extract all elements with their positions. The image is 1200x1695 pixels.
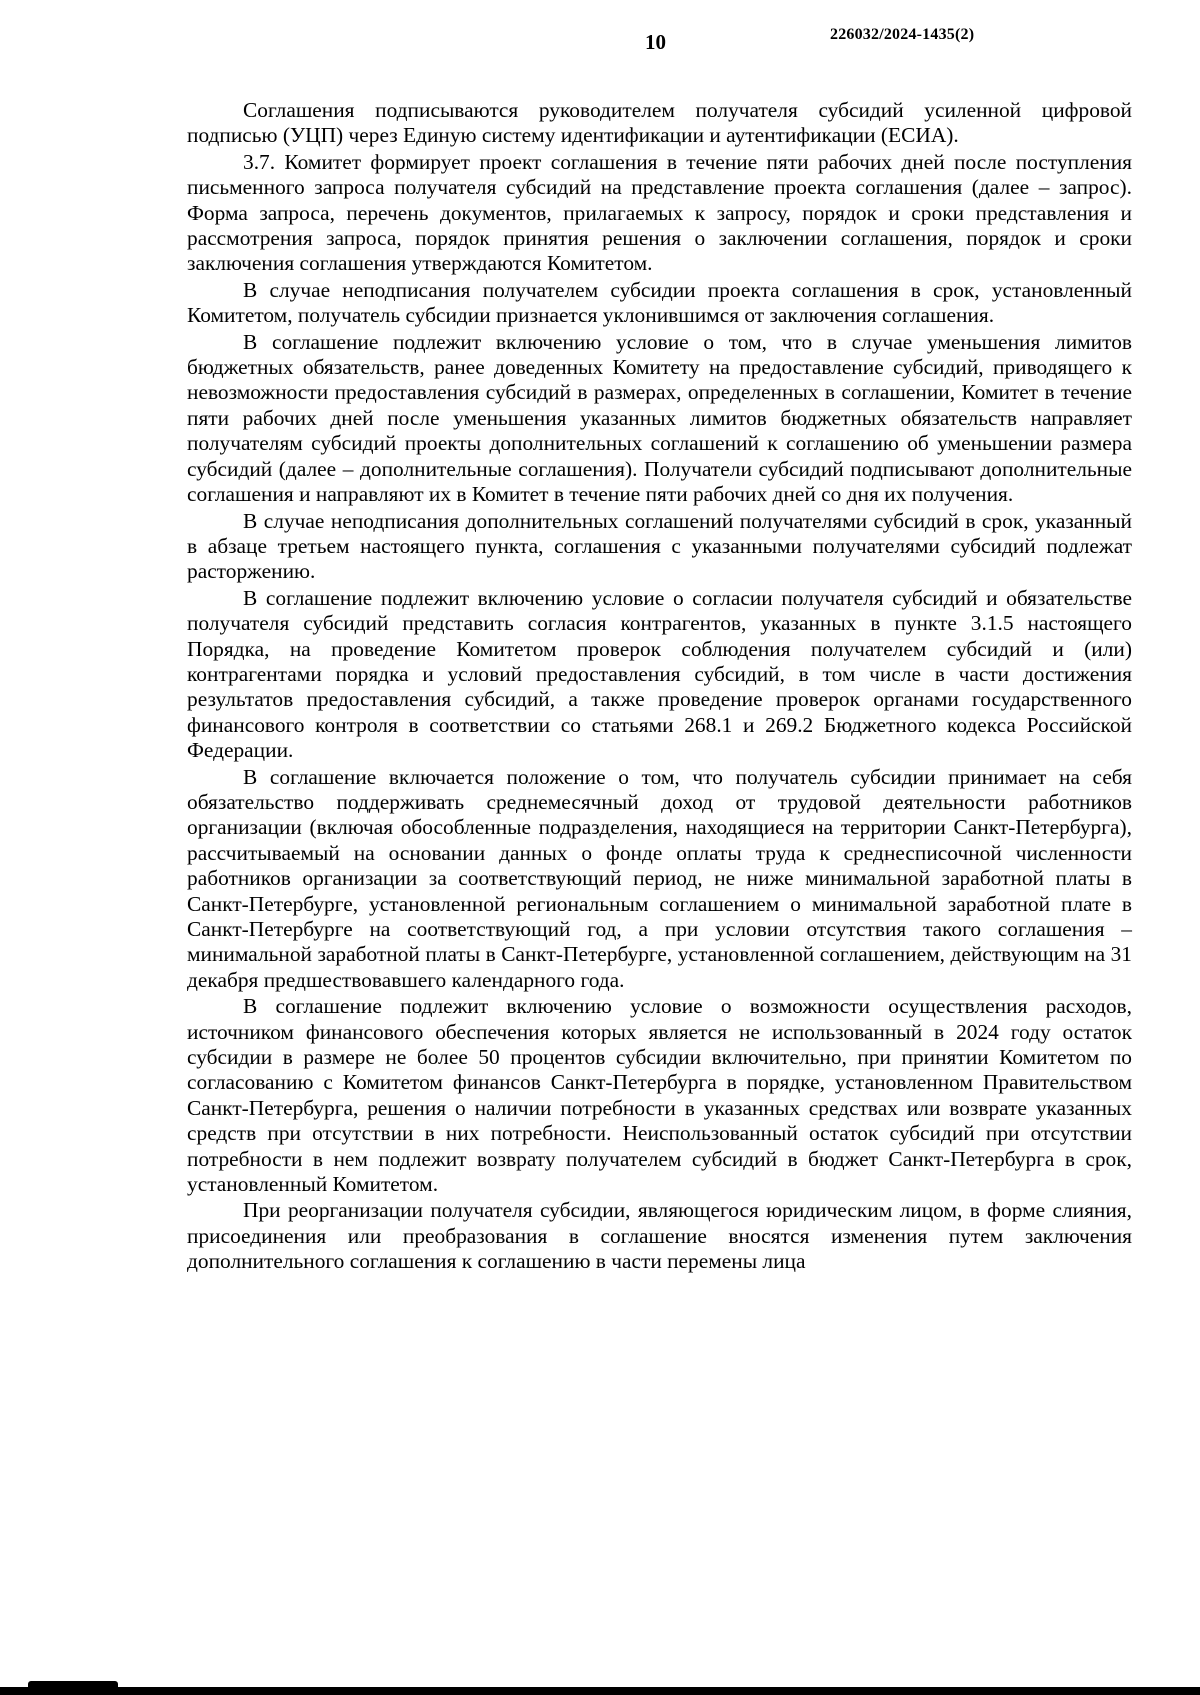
scan-bottom-border [0,1687,1200,1695]
paragraph-inspections-consent: В соглашение подлежит включению условие о согласии получателя субсидий и обязательстве получателя субсидий представить согласия контрагентов, указанных в пункте 3.1.5 настоящего Порядка, на проведение Комитетом проверок соблюдения получателем субсидий и (или) контрагентами порядка и условий предоставления субсидий, в том числе в части достижения результатов предоставления субсидий, а также проведение проверок органами государственного финансового контроля в соответствии со статьями 268.1 и 269.2 Бюджетного кодекса Российской Федерации. [187,585,1132,763]
document-body [187,98,1132,1276]
paragraph-unused-balance: В соглашение подлежит включению условие о возможности осуществления расходов, источником финансового обеспечения которых является не использованный в 2024 году остаток субсидии в размере не более 50 процентов субсидии включительно, при принятии Комитетом по согласованию с Комитетом финансов Санкт-Петербурга в порядке, установленном Правительством Санкт-Петербурга, решения о наличии потребности в указанных средствах или возврате указанных средств при отсутствии в них потребности. Неиспользованный остаток субсидий при отсутствии потребности в нем подлежит возврату получателем субсидий в бюджет Санкт-Петербурга в срок, установленный Комитетом. [187,994,1132,1197]
page-header [0,26,1200,56]
paragraph-evasion: В случае неподписания получателем субсидии проекта соглашения в срок, установленный Комитетом, получатель субсидии признается уклонившимся от заключения соглашения. [187,277,1132,328]
paragraph-3-7: 3.7. Комитет формирует проект соглашения в течение пяти рабочих дней после поступления письменного запроса получателя субсидий на представление проекта соглашения (далее – запрос). Форма запроса, перечень документов, прилагаемых к запросу, порядок и сроки представления и рассмотрения запроса, порядок принятия решения о заключении соглашения, порядок и сроки заключения соглашения утверждаются Комитетом. [187,149,1132,276]
document-registration-number: 226032/2024-1435(2) [830,26,975,43]
paragraph-income-obligation: В соглашение включается положение о том, что получатель субсидии принимает на себя обязательство поддерживать среднемесячный доход от трудовой деятельности работников организации (включая обособленные подразделения, находящиеся на территории Санкт-Петербурга), рассчитываемый на основании данных о фонде оплаты труда к среднесписочной численности работников организации за соответствующий период, не ниже минимальной заработной платы в Санкт-Петербурге, установленной региональным соглашением о минимальной заработной плате в Санкт-Петербурге на соответствующий год, а при условии отсутствия такого соглашения – минимальной заработной платы в Санкт-Петербурге, установленной соглашением, действующим на 31 декабря предшествовавшего календарного года. [187,764,1132,992]
paragraph-limits-reduction: В соглашение подлежит включению условие о том, что в случае уменьшения лимитов бюджетных обязательств, ранее доведенных Комитету на предоставление субсидий, приводящего к невозможности предоставления субсидий в размерах, определенных в соглашении, Комитет в течение пяти рабочих дней после уменьшения указанных лимитов бюджетных обязательств направляет получателям субсидий проекты дополнительных соглашений к соглашению об уменьшении размера субсидий (далее – дополнительные соглашения). Получатели субсидий подписывают дополнительные соглашения и направляют их в Комитет в течение пяти рабочих дней со дня их получения. [187,329,1132,507]
paragraph-reorganization: При реорганизации получателя субсидии, являющегося юридическим лицом, в форме слияния, присоединения или преобразования в соглашение вносятся изменения путем заключения дополнительного соглашения к соглашению в части перемены лица [187,1198,1132,1274]
paragraph-signing: Соглашения подписываются руководителем получателя субсидий усиленной цифровой подписью (УЦП) через Единую систему идентификации и аутентификации (ЕСИА). [187,98,1132,148]
page-number: 10 [645,30,666,54]
paragraph-termination: В случае неподписания дополнительных соглашений получателями субсидий в срок, указанный в абзаце третьем настоящего пункта, соглашения с указанными получателями субсидий подлежат расторжению. [187,508,1132,584]
